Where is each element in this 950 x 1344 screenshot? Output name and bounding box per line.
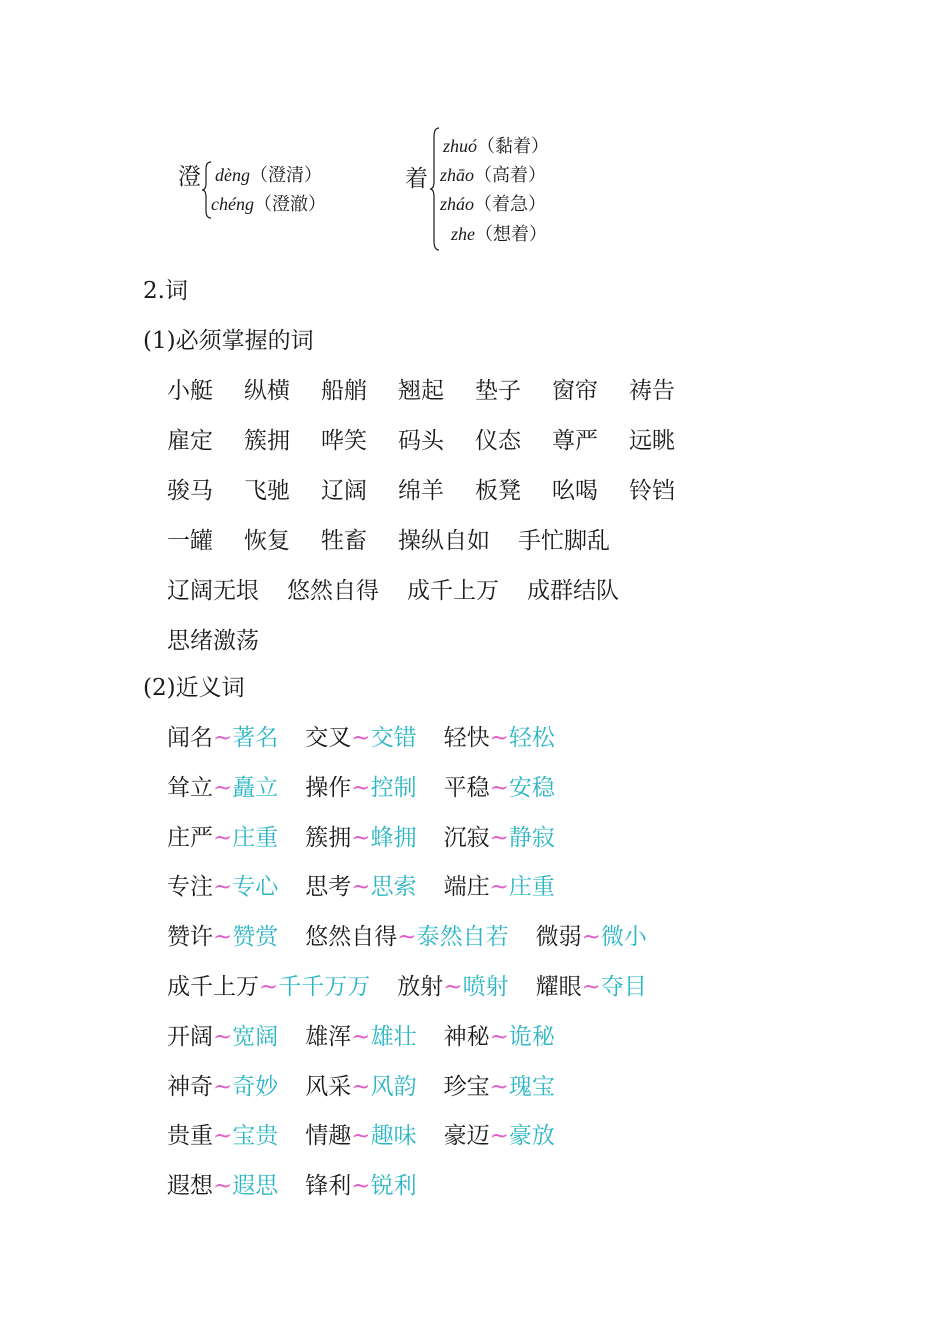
synonym-pair [305, 926, 508, 949]
synonym-pair [167, 926, 278, 949]
synonym-word: 遐思 [232, 1173, 279, 1199]
word: 神奇 [167, 1074, 213, 1100]
synonym-row [167, 1026, 555, 1049]
word: 情趣 [305, 1123, 352, 1149]
example-word: （着急） [474, 194, 547, 215]
synonym-word: 思索 [370, 874, 417, 900]
synonym-pair [444, 1026, 555, 1049]
word: 庄严 [167, 825, 213, 851]
pinyin: zhāo [440, 165, 475, 185]
word: 专注 [167, 874, 213, 900]
synonym-word: 蜂拥 [370, 825, 417, 851]
synonym-pair [444, 827, 555, 850]
synonym-pair [167, 876, 278, 899]
synonym-pair [167, 827, 278, 850]
synonym-pair [444, 777, 555, 800]
synonym-pair [305, 777, 416, 800]
vocab-word: 辽阔无垠 [167, 578, 259, 604]
synonym-pair [305, 1125, 416, 1148]
part2-title: (2)近义词 [143, 675, 245, 701]
word: 交叉 [305, 725, 352, 751]
tilde-separator: ~ [213, 725, 233, 751]
synonym-pair [536, 926, 647, 949]
vocab-word: 码头 [398, 428, 444, 454]
synonym-row [167, 926, 647, 949]
vocab-word: 祷告 [629, 378, 675, 404]
word: 悠然自得 [305, 924, 398, 950]
synonym-row [167, 1175, 417, 1198]
word: 轻快 [443, 725, 490, 751]
word: 神秘 [443, 1024, 490, 1050]
word-row [167, 480, 706, 503]
word: 耸立 [167, 775, 213, 801]
polyphone-2-reading-1 [443, 137, 549, 156]
word: 操作 [305, 775, 352, 801]
tilde-separator: ~ [581, 924, 601, 950]
word-row [167, 430, 706, 453]
word: 端庄 [443, 874, 490, 900]
vocab-word: 手忙脚乱 [518, 528, 610, 554]
synonym-pair [444, 1076, 555, 1099]
vocab-word: 思绪激荡 [167, 628, 259, 654]
polyphone-2-reading-2 [440, 166, 546, 185]
vocab-word: 船艄 [321, 378, 367, 404]
polyphone-1-reading-2 [211, 195, 326, 214]
vocab-word: 板凳 [475, 478, 521, 504]
polyphone-1-reading-1 [215, 166, 322, 185]
word: 雄浑 [305, 1024, 352, 1050]
polyphone-char-2: 着 [405, 166, 428, 192]
synonym-word: 著名 [232, 725, 279, 751]
tilde-separator: ~ [351, 1123, 371, 1149]
word: 赞许 [167, 924, 213, 950]
synonym-pair [305, 727, 416, 750]
vocab-word: 远眺 [629, 428, 675, 454]
example-word: （想着） [475, 224, 547, 245]
synonym-word: 专心 [232, 874, 279, 900]
synonym-pair [305, 1076, 416, 1099]
vocab-word: 骏马 [167, 478, 213, 504]
tilde-separator: ~ [397, 924, 417, 950]
synonym-word: 雄壮 [370, 1024, 417, 1050]
tilde-separator: ~ [213, 1173, 233, 1199]
vocab-word: 恢复 [244, 528, 290, 554]
tilde-separator: ~ [489, 725, 509, 751]
synonym-row [167, 976, 647, 999]
word: 微弱 [535, 924, 582, 950]
synonym-pair [444, 1125, 555, 1148]
vocab-word: 尊严 [552, 428, 598, 454]
synonym-word: 交错 [370, 725, 417, 751]
tilde-separator: ~ [213, 775, 233, 801]
tilde-separator: ~ [213, 1123, 233, 1149]
tilde-separator: ~ [351, 1024, 371, 1050]
synonym-word: 千千万万 [278, 974, 371, 1000]
synonym-word: 宝贵 [232, 1123, 279, 1149]
word: 成千上万 [167, 974, 259, 1000]
tilde-separator: ~ [489, 874, 509, 900]
word: 耀眼 [535, 974, 582, 1000]
tilde-separator: ~ [489, 1074, 509, 1100]
word: 豪迈 [443, 1123, 490, 1149]
synonym-pair [305, 1175, 416, 1198]
synonym-word: 泰然自若 [416, 924, 509, 950]
polyphone-2-reading-3 [440, 195, 546, 214]
vocab-word: 小艇 [167, 378, 213, 404]
synonym-word: 夺目 [600, 974, 647, 1000]
tilde-separator: ~ [581, 974, 601, 1000]
synonym-row [167, 876, 555, 899]
polyphone-2-reading-4 [451, 225, 547, 244]
synonym-row [167, 827, 555, 850]
synonym-word: 风韵 [370, 1074, 417, 1100]
word: 锋利 [305, 1173, 352, 1199]
vocab-word: 哗笑 [321, 428, 367, 454]
vocab-word: 铃铛 [629, 478, 675, 504]
word: 开阔 [167, 1024, 213, 1050]
vocab-word: 雇定 [167, 428, 213, 454]
word: 贵重 [167, 1123, 213, 1149]
word: 簇拥 [305, 825, 352, 851]
synonym-row [167, 1076, 555, 1099]
word: 放射 [397, 974, 444, 1000]
vocab-word: 纵横 [244, 378, 290, 404]
synonym-row [167, 727, 555, 750]
tilde-separator: ~ [259, 974, 279, 1000]
synonym-word: 赞赏 [232, 924, 279, 950]
vocab-word: 成千上万 [407, 578, 499, 604]
polyphone-char-1: 澄 [178, 164, 201, 190]
part1-title: (1)必须掌握的词 [143, 328, 314, 354]
vocab-word: 牲畜 [321, 528, 367, 554]
synonym-word: 庄重 [232, 825, 279, 851]
tilde-separator: ~ [351, 825, 371, 851]
tilde-separator: ~ [213, 924, 233, 950]
vocab-word: 簇拥 [244, 428, 290, 454]
synonym-word: 控制 [370, 775, 417, 801]
synonym-word: 瑰宝 [508, 1074, 555, 1100]
synonym-pair [167, 727, 278, 750]
word: 沉寂 [443, 825, 490, 851]
word: 思考 [305, 874, 352, 900]
synonym-row [167, 1125, 555, 1148]
example-word: （澄清） [250, 165, 322, 186]
word: 珍宝 [443, 1074, 490, 1100]
word-row [167, 380, 706, 403]
vocab-word: 操纵自如 [398, 528, 490, 554]
synonym-word: 轻松 [508, 725, 555, 751]
pinyin: zhe [451, 224, 475, 244]
synonym-word: 喷射 [462, 974, 509, 1000]
vocab-word: 窗帘 [552, 378, 598, 404]
synonym-pair [167, 1026, 278, 1049]
synonym-pair [397, 976, 508, 999]
synonym-pair [167, 1175, 278, 1198]
vocab-word: 辽阔 [321, 478, 367, 504]
tilde-separator: ~ [351, 1173, 371, 1199]
synonym-word: 宽阔 [232, 1024, 279, 1050]
tilde-separator: ~ [489, 1024, 509, 1050]
synonym-pair [167, 1076, 278, 1099]
tilde-separator: ~ [489, 775, 509, 801]
section-title: 2.词 [143, 278, 188, 304]
synonym-word: 诡秘 [508, 1024, 555, 1050]
vocab-word: 悠然自得 [287, 578, 379, 604]
word-row [167, 630, 287, 653]
synonym-pair [305, 876, 416, 899]
vocab-word: 飞驰 [244, 478, 290, 504]
synonym-row [167, 777, 555, 800]
word: 平稳 [443, 775, 490, 801]
word: 风采 [305, 1074, 352, 1100]
vocab-word: 垫子 [475, 378, 521, 404]
tilde-separator: ~ [489, 825, 509, 851]
synonym-pair [305, 1026, 416, 1049]
left-brace-icon [429, 127, 441, 251]
synonym-pair [305, 827, 416, 850]
pinyin: dèng [215, 165, 250, 185]
synonym-word: 微小 [600, 924, 647, 950]
tilde-separator: ~ [213, 825, 233, 851]
synonym-pair [444, 876, 555, 899]
synonym-pair [536, 976, 647, 999]
synonym-pair [444, 727, 555, 750]
example-word: （黏着） [477, 136, 550, 157]
word-row [167, 580, 647, 603]
tilde-separator: ~ [213, 1074, 233, 1100]
pinyin: chéng [211, 194, 254, 214]
vocab-word: 绵羊 [398, 478, 444, 504]
vocab-word: 成群结队 [527, 578, 619, 604]
synonym-pair [167, 976, 370, 999]
synonym-pair [167, 1125, 278, 1148]
vocab-word: 仪态 [475, 428, 521, 454]
synonym-word: 矗立 [232, 775, 279, 801]
vocab-word: 翘起 [398, 378, 444, 404]
synonym-word: 安稳 [508, 775, 555, 801]
synonym-word: 静寂 [508, 825, 555, 851]
example-word: （澄澈） [253, 194, 326, 215]
synonym-pair [167, 777, 278, 800]
word: 闻名 [167, 725, 213, 751]
synonym-word: 奇妙 [232, 1074, 279, 1100]
vocab-word: 吆喝 [552, 478, 598, 504]
synonym-word: 豪放 [508, 1123, 555, 1149]
example-word: （高着） [474, 165, 547, 186]
synonym-word: 锐利 [370, 1173, 417, 1199]
tilde-separator: ~ [213, 1024, 233, 1050]
word-row [167, 530, 638, 553]
tilde-separator: ~ [351, 1074, 371, 1100]
tilde-separator: ~ [351, 725, 371, 751]
tilde-separator: ~ [443, 974, 463, 1000]
pinyin: zháo [440, 194, 475, 214]
pinyin: zhuó [443, 136, 478, 156]
synonym-word: 庄重 [508, 874, 555, 900]
tilde-separator: ~ [351, 775, 371, 801]
tilde-separator: ~ [489, 1123, 509, 1149]
synonym-word: 趣味 [370, 1123, 417, 1149]
tilde-separator: ~ [351, 874, 371, 900]
tilde-separator: ~ [213, 874, 233, 900]
vocab-word: 一罐 [167, 528, 213, 554]
word: 遐想 [167, 1173, 213, 1199]
